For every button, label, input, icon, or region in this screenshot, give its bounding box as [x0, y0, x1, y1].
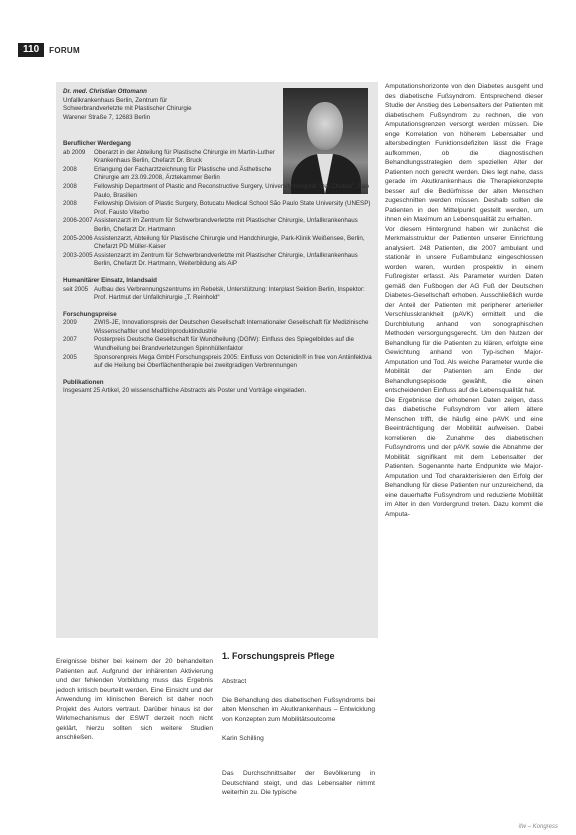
career-row: ab 2009 Oberarzt in der Abteilung für Plastische Chirurgie im Martin-Luther Krankenhaus Berlin, Chefarzt Dr. Bruck [63, 148, 275, 165]
career-row: 2006-2007 Assistenzarzt im Zentrum für Schwerbrandverletzte mit Plastischer Chirurgie, Unfallkrankenhaus Berlin, Chefarzt Dr. Hartmann [63, 217, 358, 233]
career-row: 2008 Fellowship Division of Plastic Surgery, Botucatu Medical School São Paulo State University (UNESP) Prof. Fausto Viterbo [63, 200, 371, 216]
publications-text: Insgesamt 25 Artikel, 20 wissenschaftliche Abstracts als Poster und Vorträge eingeladen. [63, 387, 307, 395]
author-name: Karin Schilling [222, 734, 264, 742]
career-row: 2003-2005 Assistenzarzt im Zentrum für Schwerbrandverletzte mit Plastischer Chirurgie, Unfallkrankenhaus Berlin, Chefarzt Dr. Hartmann, Weiterbildung als AiP [63, 251, 358, 268]
section-label: FORUM [49, 45, 80, 55]
middle-body-text: Das Durchschnittsalter der Bevölkerung in Deutschland steigt, und das Lebensalter nimmt weiterhin zu. Die typische [222, 770, 375, 796]
career-row: 2008 Fellowship Department of Plastic and Reconstructive Surgery, University Hospital "Dai Chulalo", Sao Paulo, Brasilien [63, 182, 369, 199]
prize-row: 2005 Sponsorenpreis Mega GmbH Forschungspreis 2005: Einfluss von Octenidin® in free von Antiinfektiva auf die Heilung bei Oberflächentherapie bei zweitgradigen Verbrennungen [63, 353, 372, 370]
abstract-label: Abstract [222, 677, 247, 685]
page-number: 110 [18, 43, 44, 57]
cv-address-line: Unfallkrankenhaus Berlin, Zentrum für [63, 96, 168, 104]
prize-row: 2007 Posterpreis Deutsche Gesellschaft für Wundheilung (DGfW): Einfluss des Spiegelbildes auf die Wundheilung bei Brandverletzungen Spinnhüllenfaktor [63, 336, 354, 353]
prizes-heading: Forschungspreise [63, 310, 117, 318]
cv-intro [63, 88, 278, 122]
publications-heading: Publikationen [63, 378, 104, 386]
career-row: 2008 Erlangung der Facharztzeichnung für Plastische und Ästhetische Chirurgie am 23.09.2008, Ärztekammer Berlin [63, 165, 272, 182]
prize-row: 2009 ZWIS-JE, Innovationspreis der Deutschen Gesellschaft Internationaler Gesellschaft für Medizinische Wissenschaftler und Medizinproduktindustrie [63, 319, 369, 335]
career-heading: Beruflicher Werdegang [63, 140, 131, 147]
cv-career [63, 140, 373, 396]
right-column-text: Amputationshorizonte von den Diabetes ausgeht und des diabetische Fußsyndrom. Entsprechend dieser Studie der Anstieg des Lebensalters der Patienten mit diabetischem Fußsyndrom zu rechnen, die von Amputationsgrenzen versorgt werden müssen. Die enge Korrelation von höherem Lebensalter und altersbedingten Funktionsdefiziten lässt die Frage aufkommen, ob die diagnostischen Behandlungsstrategien dem speziellen Alter der Patienten noch gerecht werden. Dies legt nahe, dass gerade im Akutkrankenhaus die Therapiekonzepte besser auf die Bedürfnisse der alten Menschen zugeschnitten werden müssen. Deshalb sollten die Patienten in den Mittelpunkt gestellt werden, um ihnen ein Maximum an Lebensqualität zu erhalten. Vor diesem Hintergrund haben wir zunächst die Merkmalsstruktur der Patienten unserer Einrichtung analysiert. 248 Patienten, die 2007 ambulant und stationär in unsere Fußambulanz eingeschlossen worden waren, wurden prospektiv in einem Fußregister erfasst. Als Parameter wurden Daten gemäß den Fußbogen der AG Fuß der Deutschen Diabetes-Gesellschaft erhoben. Ausschließlich wurde der Anteil der Patienten mit peripherer arterieller Verschlusskrankheit (pAVK) ermittelt und die Durchblutung anhand von sonographischen Methoden versorgungsgerecht. Um den Nutzen der Behandlung für die Patienten zu klären, erfolgte eine Gewichtung anhand von Typ-ischen Major-Amputation und Tod. Als weiche Parameter wurde die Mobilität der Patienten am Ende der Behandlungsepisode gewählt, die einen entscheidenden Einfluss auf die Lebensqualität hat. Die Ergebnisse der erhobenen Daten zeigen, dass das diabetische Fußsyndrom vor allem ältere Menschen trifft, die häufig eine pAVK und eine Beeinträchtigung der Mobilität aufweisen. Dabei korrelieren die Zunahme des diabetischen Fußsyndroms und der pAVK sowie die Abnahme der Mobilität signifikant mit dem Lebensalter der Patienten. Sogenannte harte Endpunkte wie Major-Amputation und Tod charakterisieren den Erfolg der Behandlung für diese Patienten nur unzureichend, da eine dauerhafte Fußsyndrom und reduzierte Mobilität im Alter in den Vordergrund treten. Dazu kommt die Amputa- [385, 83, 543, 518]
cv-address-line: Schwerbrandverletzte mit Plastischer Chirurgie [63, 105, 192, 113]
article-heading: 1. Forschungspreis Pflege [222, 651, 335, 661]
middle-column [222, 667, 375, 807]
cv-address-line: Warener Straße 7, 12683 Berlin [63, 113, 151, 121]
humanitarian-row: seit 2005 Aufbau des Verbrennungszentrums im Rebelsk, Unterstützung: Interplast Sektion Berlin, Inspektor: Prof. Hartmut der Unfallchirurgie „T. Reinhold“ [63, 285, 365, 302]
left-column-text: Ereignisse bisher bei keinem der 20 behandelten Patienten auf. Aufgrund der inhärenten Aktivierung und der fehlenden Vorbildung muss das Ergebnis jedoch kritisch beurteilt werden. Eine Einsicht und der Anwendung im klinischen Bereich ist daher noch Projekt des Autors vertraut. Darüber hinaus ist der Wirkmechanismus der ESWT derzeit noch nicht geklärt, hierzu sollten sich weitere Studien anschließen. [56, 658, 213, 741]
page-footer: ifw – Kongress [518, 824, 558, 830]
abstract-title: Die Behandlung des diabetischen Fußsyndroms bei alten Menschen im Akutkrankenhaus – Entwicklung von Konzepten zum Mobilitätsoutcome [222, 696, 375, 723]
cv-name: Dr. med. Christian Ottomann [63, 88, 147, 95]
career-row: 2005-2006 Assistenzarzt, Abteilung für Plastische Chirurgie und Handchirurgie, Park-Klinik Weißensee, Berlin, Chefarzt PD Müller-Kaiser [63, 234, 365, 251]
page-header [18, 43, 80, 57]
humanitarian-heading: Humanitärer Einsatz, Inlandsaid [63, 276, 157, 284]
